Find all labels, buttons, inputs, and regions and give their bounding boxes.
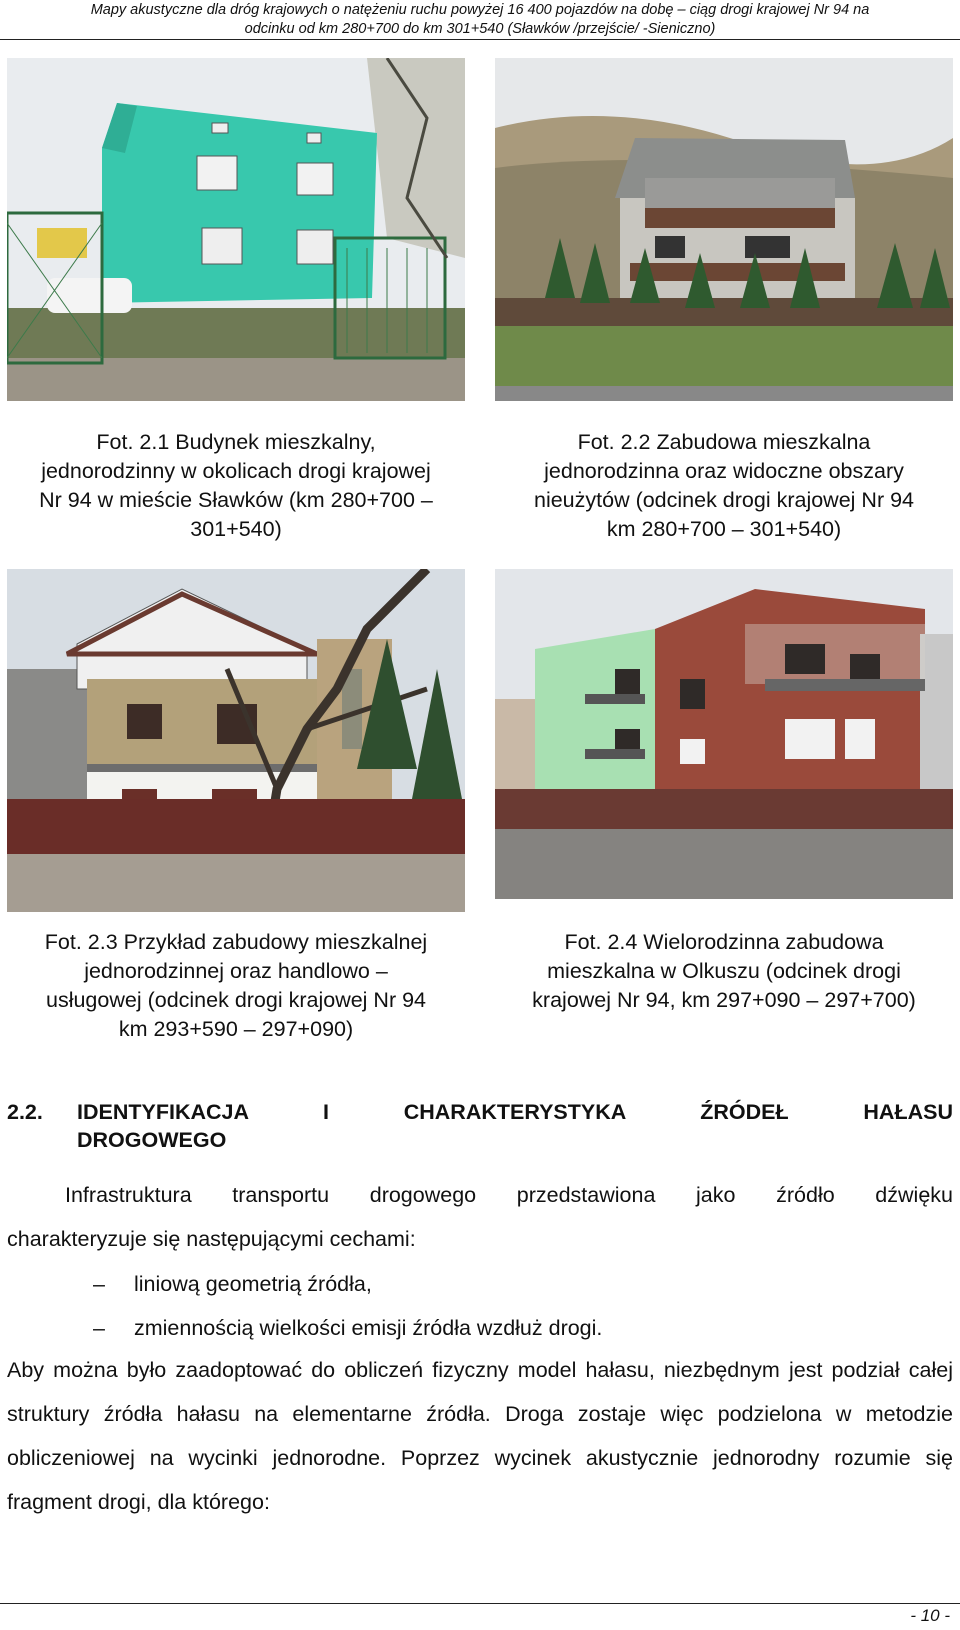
caption-line: 301+540) bbox=[190, 517, 282, 541]
photo-2-4-caption bbox=[495, 928, 953, 1015]
photo-2-1 bbox=[7, 58, 465, 401]
photo-2-4 bbox=[495, 569, 953, 899]
caption-line: Fot. 2.4 Wielorodzinna zabudowa bbox=[564, 930, 884, 954]
photo-2-2-caption bbox=[495, 428, 953, 544]
intro-line-2: charakteryzuje się następującymi cechami: bbox=[7, 1227, 416, 1251]
section-title-line-1: IDENTYFIKACJA I CHARAKTERYSTYKA ŹRÓDEŁ HAŁASU bbox=[77, 1100, 953, 1124]
photo-2-2 bbox=[495, 58, 953, 401]
list-item-text: liniową geometrią źródła, bbox=[134, 1272, 372, 1296]
header-line-2: odcinku od km 280+700 do km 301+540 (Sławków /przejście/ -Sieniczno) bbox=[244, 21, 716, 37]
caption-line: jednorodzinna oraz widoczne obszary bbox=[544, 459, 904, 483]
caption-line: jednorodzinny w okolicach drogi krajowej bbox=[41, 459, 431, 483]
list-dash: – bbox=[93, 1316, 105, 1340]
section-number: 2.2. bbox=[7, 1100, 43, 1124]
photo-2-1-caption bbox=[7, 428, 465, 544]
caption-line: km 293+590 – 297+090) bbox=[118, 1017, 354, 1041]
body-paragraph: Aby można było zaadoptować do obliczeń fizyczny model hałasu, niezbędnym jest podział całej struktury źródła hałasu na elementarne źródła. Droga zostaje więc podzielona w metodzie obliczeniowej na wycinki jednorodne. Poprzez wycinek akustycznie jednorodny rozumie się fragment drogi, dla którego: bbox=[7, 1358, 953, 1514]
caption-line: nieużytów (odcinek drogi krajowej Nr 94 bbox=[533, 488, 914, 512]
list-item-text: zmiennością wielkości emisji źródła wzdłuż drogi. bbox=[134, 1316, 603, 1340]
list-dash: – bbox=[93, 1272, 105, 1296]
photo-2-3-caption bbox=[7, 928, 465, 1044]
caption-line: km 280+700 – 301+540) bbox=[606, 517, 842, 541]
page-number: - 10 - bbox=[910, 1606, 950, 1625]
section-title-line-2: DROGOWEGO bbox=[77, 1128, 227, 1152]
caption-line: usługowej (odcinek drogi krajowej Nr 94 bbox=[45, 988, 427, 1012]
caption-line: mieszkalna w Olkuszu (odcinek drogi bbox=[547, 959, 901, 983]
caption-line: Fot. 2.2 Zabudowa mieszkalna bbox=[577, 430, 871, 454]
intro-line-1: Infrastruktura transportu drogowego przedstawiona jako źródło dźwięku bbox=[65, 1183, 953, 1207]
caption-line: jednorodzinnej oraz handlowo – bbox=[84, 959, 388, 983]
caption-line: krajowej Nr 94, km 297+090 – 297+700) bbox=[532, 988, 916, 1012]
caption-line: Nr 94 w mieście Sławków (km 280+700 – bbox=[39, 488, 433, 512]
caption-line: Fot. 2.3 Przykład zabudowy mieszkalnej bbox=[44, 930, 428, 954]
caption-line: Fot. 2.1 Budynek mieszkalny, bbox=[96, 430, 376, 454]
header-line-1: Mapy akustyczne dla dróg krajowych o natężeniu ruchu powyżej 16 400 pojazdów na dobę – ciąg drogi krajowej Nr 94 na bbox=[90, 2, 870, 18]
footer-divider bbox=[0, 1603, 960, 1604]
intro-paragraph bbox=[7, 1173, 953, 1261]
photo-2-3 bbox=[7, 569, 465, 912]
page-header bbox=[0, 0, 960, 40]
